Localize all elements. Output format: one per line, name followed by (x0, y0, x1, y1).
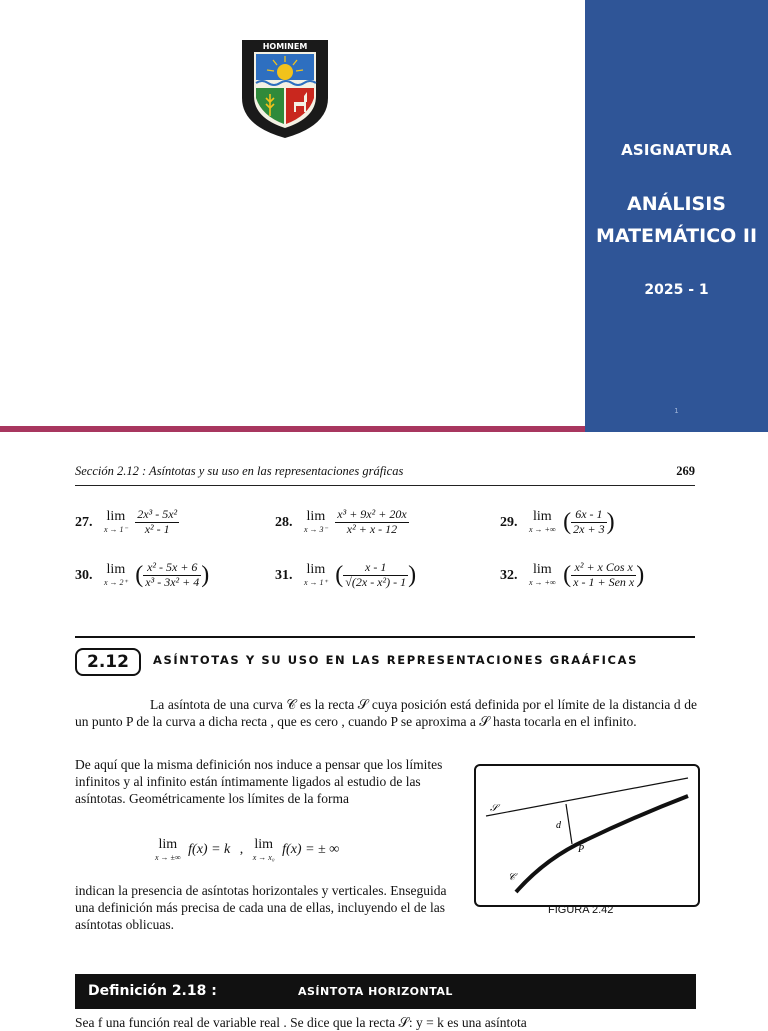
truncated-line: Sea f una función real de variable real . Se dice que la recta 𝒮: y = k es una asíntota (75, 1015, 527, 1030)
exercise-30: 30. lim x → 2⁺ ( $\frac{\text{x² - 5x + 6}}{\text{x³ - 3x² + 4}}$ ) (75, 560, 210, 589)
limit-operator: lim x → +∞ (529, 509, 556, 535)
label-d: d (556, 820, 561, 831)
paragraph-intro: La asíntota de una curva 𝒞 es la recta 𝒮 cuya posición está definida por el límite de la distancia d de un punto P de la curva a dicha recta , que es cero , cuando P se aproxima a 𝒮 hasta tocarla en el infinito. (75, 697, 697, 729)
label-c: 𝒞 (508, 872, 516, 883)
university-crest-logo (240, 38, 330, 140)
definition-title: ASÍNTOTA HORIZONTAL (298, 985, 453, 998)
course-title-line1: ANÁLISIS (627, 193, 726, 215)
limit-operator: lim x → 3⁻ (304, 509, 328, 535)
fraction: $\frac{x - 1}{\text{√(2x - x²) - 1}}$ (345, 560, 407, 589)
section-title: ASÍNTOTAS Y SU USO EN LAS REPRESENTACIONES GRAÁFICAS (153, 653, 638, 667)
asymptote-diagram (476, 766, 698, 905)
section-number-badge: 2.12 (75, 648, 141, 676)
label-p: P (578, 844, 585, 855)
academic-period: 2025 - 1 (644, 282, 709, 298)
label-s: 𝒮 (490, 803, 498, 814)
paragraph-limits: De aquí que la misma definición nos induce a pensar que los límites infinitos y al infinito están íntimamente ligados al estudio de las asíntotas. Geométricamente los límites de la forma (75, 757, 443, 806)
definition-number: Definición 2.18 : (88, 983, 217, 999)
subject-label: ASIGNATURA (621, 141, 732, 159)
curve-c (516, 796, 688, 892)
fraction: $\frac{\text{x² + x Cos x}}{\text{x - 1 + Sen x}}$ (573, 560, 635, 589)
fraction: $\frac{\text{x² - 5x + 6}}{\text{x³ - 3x² + 4}}$ (145, 560, 200, 589)
fraction: $\frac{\text{x³ + 9x² + 20x}}{\text{x² + x - 12}}$ (337, 507, 407, 536)
crest-banner-text: HOMINEM (262, 42, 308, 51)
side-panel (585, 0, 768, 432)
slide-page-number: 1 (674, 407, 679, 415)
limit-operator: lim x → 2⁺ (104, 562, 128, 588)
exercise-32: 32. lim x → +∞ ( $\frac{\text{x² + x Cos x}}{\text{x - 1 + Sen x}}$ ) (500, 560, 645, 589)
exercise-31: 31. lim x → 1⁺ ( $\frac{x - 1}{\text{√(2x - x²) - 1}}$ ) (275, 560, 417, 589)
limit-operator: lim x → ±∞ (155, 837, 181, 862)
exercise-28: 28. lim x → 3⁻ $\frac{\text{x³ + 9x² + 20x}}{\text{x² + x - 12}}$ (275, 507, 407, 536)
definition-banner (75, 974, 696, 1009)
asymptote-line (486, 778, 688, 816)
figure-caption: FIGURA 2.42 (548, 904, 614, 916)
running-header-title: Sección 2.12 : Asíntotas y su uso en las representaciones gráficas (75, 464, 404, 478)
limit-operator: lim x → x₀ (252, 837, 275, 862)
distance-segment (566, 804, 572, 844)
fraction: $\frac{6x - 1}{2x + 3}$ (573, 507, 605, 536)
fraction: $\frac{\text{2x³ - 5x²}}{\text{x² - 1}}$ (137, 507, 178, 536)
course-title-line2: MATEMÁTICO II (595, 225, 758, 247)
section-rule (75, 636, 695, 638)
exercise-27: 27. lim x → 1⁻ $\frac{\text{2x³ - 5x²}}{\text{x² - 1}}$ (75, 507, 178, 536)
exercise-29: 29. lim x → +∞ ( $\frac{6x - 1}{2x + 3}$ ) (500, 507, 615, 536)
header-rule (75, 485, 695, 486)
limit-operator: lim x → 1⁻ (104, 509, 128, 535)
page-number: 269 (676, 464, 695, 478)
limit-operator: lim x → 1⁺ (304, 562, 328, 588)
paragraph-conclusion: indican la presencia de asíntotas horizontales y verticales. Enseguida una definición más precisa de cada una de ellas, incluyendo el de las asíntotas oblicuas. (75, 883, 447, 932)
limit-formula: lim x → ±∞ f(x) = k , lim x → x₀ f(x) = ± ∞ (155, 837, 340, 862)
limit-operator: lim x → +∞ (529, 562, 556, 588)
running-header (75, 464, 695, 479)
figure-frame (474, 764, 700, 907)
